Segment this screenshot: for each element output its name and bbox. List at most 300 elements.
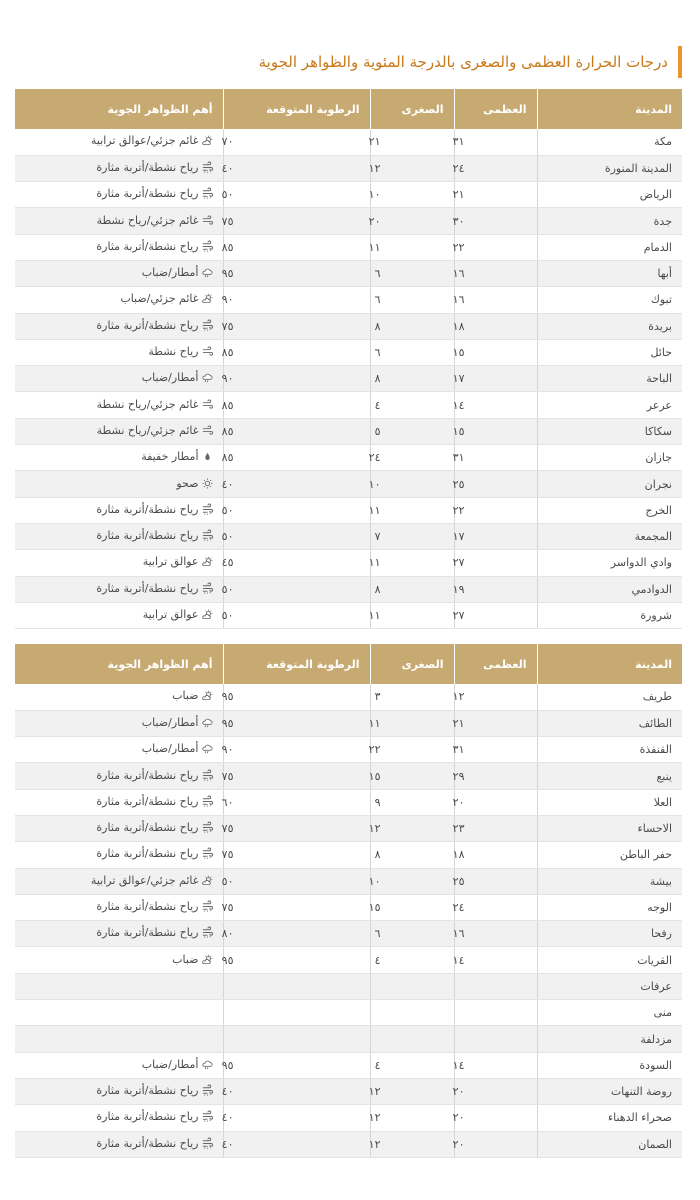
table-row — [15, 842, 682, 868]
cell-city: بيشة — [537, 868, 682, 894]
cell-city: عرعر — [537, 392, 682, 418]
cell-humidity: ٦٠ — [223, 789, 370, 815]
weather-condition — [96, 319, 212, 332]
wind-icon — [202, 215, 213, 226]
cell-max: ١٥ — [454, 418, 537, 444]
cell-max: ١٦ — [454, 287, 537, 313]
table-row — [15, 208, 682, 234]
partly-cloudy-icon — [202, 293, 213, 304]
weather-condition — [96, 795, 212, 808]
cell-humidity: ٨٥ — [223, 392, 370, 418]
cell-max: ٢٥ — [454, 868, 537, 894]
cell-humidity — [223, 1026, 370, 1052]
cell-humidity: ٩٥ — [223, 947, 370, 973]
cell-max: ١٨ — [454, 313, 537, 339]
cell-weather — [15, 497, 223, 523]
cell-city: مكة — [537, 129, 682, 155]
cell-min: ١٢ — [370, 1105, 454, 1131]
cell-weather — [15, 550, 223, 576]
cell-min: ٢١ — [370, 129, 454, 155]
cell-city: رفحا — [537, 921, 682, 947]
cell-max: ١٦ — [454, 921, 537, 947]
cell-min: ١٠ — [370, 182, 454, 208]
cell-min: ١١ — [370, 550, 454, 576]
cell-min: ١١ — [370, 602, 454, 628]
cell-city: شرورة — [537, 602, 682, 628]
table-row — [15, 763, 682, 789]
weather-condition — [141, 450, 212, 463]
weather-text: أمطار/ضباب — [141, 266, 199, 280]
cell-min: ٢٤ — [370, 445, 454, 471]
cell-weather — [15, 1052, 223, 1078]
cell-max: ٢٤ — [454, 155, 537, 181]
cell-city: الخرج — [537, 497, 682, 523]
cell-humidity: ٩٥ — [223, 260, 370, 286]
weather-text: غائم جزئي/عوالق ترابية — [90, 134, 199, 148]
cell-city: عرفات — [537, 973, 682, 999]
cell-humidity: ٨٥ — [223, 234, 370, 260]
cell-humidity — [223, 973, 370, 999]
weather-text: رياح نشطة/أتربة مثارة — [96, 529, 199, 543]
cell-humidity: ٨٠ — [223, 921, 370, 947]
weather-text: رياح نشطة/أتربة مثارة — [96, 1110, 199, 1124]
cell-max: ٢١ — [454, 710, 537, 736]
cell-min — [370, 973, 454, 999]
header-humidity: الرطوبة المتوقعة — [223, 89, 370, 129]
weather-text: أمطار/ضباب — [141, 1057, 199, 1071]
weather-condition — [91, 134, 213, 147]
weather-condition — [96, 582, 212, 595]
cell-humidity: ٩٥ — [223, 710, 370, 736]
weather-condition — [96, 847, 212, 860]
cell-humidity: ٩٠ — [223, 366, 370, 392]
weather-condition — [96, 1110, 212, 1123]
cell-weather — [15, 208, 223, 234]
weather-text: رياح نشطة/أتربة مثارة — [96, 502, 199, 516]
weather-condition — [172, 953, 212, 966]
cell-city: الطائف — [537, 710, 682, 736]
cell-min: ٨ — [370, 313, 454, 339]
weather-text: عوالق ترابية — [142, 555, 199, 569]
wind-dust-icon — [202, 1085, 213, 1096]
cell-humidity: ٧٠ — [223, 129, 370, 155]
cell-weather — [15, 1078, 223, 1104]
partly-cloudy-icon — [202, 609, 213, 620]
table-row — [15, 947, 682, 973]
cell-min: ٨ — [370, 366, 454, 392]
weather-condition — [143, 555, 213, 568]
weather-condition — [96, 187, 212, 200]
page-title-bar — [18, 46, 682, 78]
cell-city: الدمام — [537, 234, 682, 260]
wind-dust-icon — [202, 770, 213, 781]
table-row — [15, 550, 682, 576]
cell-city: الصمان — [537, 1131, 682, 1157]
sun-icon — [202, 478, 213, 489]
cell-max — [454, 1026, 537, 1052]
weather-text: ضباب — [172, 952, 199, 966]
cell-min: ٦ — [370, 339, 454, 365]
table-row — [15, 1026, 682, 1052]
weather-condition — [96, 503, 212, 516]
weather-condition — [142, 266, 213, 279]
weather-text: رياح نشطة/أتربة مثارة — [96, 318, 199, 332]
cell-min: ٥ — [370, 418, 454, 444]
cell-humidity: ٨٥ — [223, 339, 370, 365]
weather-text: غائم جزئي/رياح نشطة — [96, 213, 199, 227]
wind-dust-icon — [202, 1111, 213, 1122]
table-row — [15, 339, 682, 365]
weather-text: رياح نشطة/أتربة مثارة — [96, 900, 199, 914]
cell-weather — [15, 1131, 223, 1157]
table-row — [15, 1078, 682, 1104]
cell-max: ٣١ — [454, 737, 537, 763]
table-row — [15, 129, 682, 155]
cell-humidity: ٤٠ — [223, 1105, 370, 1131]
table-row — [15, 182, 682, 208]
cell-humidity: ٧٥ — [223, 208, 370, 234]
table-header-row — [15, 89, 682, 129]
cell-humidity: ٩٠ — [223, 737, 370, 763]
cell-city: السودة — [537, 1052, 682, 1078]
wind-dust-icon — [202, 822, 213, 833]
weather-text: رياح نشطة/أتربة مثارة — [96, 821, 199, 835]
weather-condition — [97, 398, 213, 411]
cell-max: ١٤ — [454, 947, 537, 973]
cell-min: ١٠ — [370, 471, 454, 497]
weather-text: غائم جزئي/رياح نشطة — [96, 423, 199, 437]
cell-city: الاحساء — [537, 815, 682, 841]
cell-humidity: ٧٥ — [223, 815, 370, 841]
table-row — [15, 576, 682, 602]
cell-min: ٧ — [370, 523, 454, 549]
cell-city: الباحة — [537, 366, 682, 392]
cell-max: ٢٠ — [454, 1078, 537, 1104]
cell-min: ٤ — [370, 1052, 454, 1078]
cell-min: ٦ — [370, 287, 454, 313]
cell-weather — [15, 287, 223, 313]
cell-max: ١٧ — [454, 523, 537, 549]
cell-weather — [15, 182, 223, 208]
cell-max: ١٨ — [454, 842, 537, 868]
wind-dust-icon — [202, 796, 213, 807]
cell-weather — [15, 815, 223, 841]
weather-condition — [96, 240, 212, 253]
weather-condition — [96, 161, 212, 174]
cell-weather — [15, 576, 223, 602]
wind-icon — [202, 425, 213, 436]
cell-weather — [15, 260, 223, 286]
wind-dust-icon — [202, 848, 213, 859]
weather-condition — [120, 292, 212, 305]
weather-text: رياح نشطة/أتربة مثارة — [96, 1084, 199, 1098]
cell-city: حفر الباطن — [537, 842, 682, 868]
weather-text: ضباب — [172, 689, 199, 703]
cell-min: ٨ — [370, 576, 454, 602]
weather-condition — [176, 477, 212, 490]
table-body-2 — [15, 684, 682, 1157]
cell-humidity: ٥٠ — [223, 182, 370, 208]
cell-city: القنفذة — [537, 737, 682, 763]
table-row — [15, 260, 682, 286]
cell-min — [370, 1000, 454, 1026]
cell-city: المجمعة — [537, 523, 682, 549]
cell-weather — [15, 921, 223, 947]
cell-humidity: ٩٠ — [223, 287, 370, 313]
cell-weather — [15, 234, 223, 260]
cell-max: ٢٧ — [454, 550, 537, 576]
cell-city: العلا — [537, 789, 682, 815]
cell-humidity: ٥٠ — [223, 602, 370, 628]
table-row — [15, 1105, 682, 1131]
header-weather: أهم الظواهر الجوية — [15, 644, 223, 684]
cell-weather — [15, 1000, 223, 1026]
cell-weather — [15, 763, 223, 789]
cell-max: ١٢ — [454, 684, 537, 710]
rain-cloud-icon — [202, 717, 213, 728]
page-title: درجات الحرارة العظمى والصغرى بالدرجة المئوية والظواهر الجوية — [258, 53, 668, 71]
cell-weather — [15, 973, 223, 999]
table-row — [15, 973, 682, 999]
cell-city: صحراء الدهناء — [537, 1105, 682, 1131]
cell-weather — [15, 523, 223, 549]
cell-city: جازان — [537, 445, 682, 471]
cell-weather — [15, 1026, 223, 1052]
weather-text: أمطار/ضباب — [141, 371, 199, 385]
weather-condition — [96, 900, 212, 913]
cell-weather — [15, 129, 223, 155]
weather-text: عوالق ترابية — [142, 607, 199, 621]
cell-weather — [15, 710, 223, 736]
table-row — [15, 684, 682, 710]
table-row — [15, 445, 682, 471]
rain-cloud-icon — [202, 267, 213, 278]
weather-text: أمطار/ضباب — [141, 742, 199, 756]
cell-city: مزدلفة — [537, 1026, 682, 1052]
cell-weather — [15, 868, 223, 894]
header-humidity: الرطوبة المتوقعة — [223, 644, 370, 684]
cell-humidity: ٨٥ — [223, 445, 370, 471]
table-row — [15, 894, 682, 920]
cell-max: ٢٤ — [454, 894, 537, 920]
weather-text: رياح نشطة — [148, 345, 199, 359]
cell-min: ١١ — [370, 234, 454, 260]
cell-max: ٢١ — [454, 182, 537, 208]
cell-weather — [15, 366, 223, 392]
cell-min: ١٢ — [370, 815, 454, 841]
weather-condition — [97, 424, 213, 437]
cell-max — [454, 973, 537, 999]
weather-text: أمطار/ضباب — [141, 715, 199, 729]
partly-cloudy-icon — [202, 135, 213, 146]
cell-weather — [15, 1105, 223, 1131]
weather-text: رياح نشطة/أتربة مثارة — [96, 581, 199, 595]
wind-icon — [202, 346, 213, 357]
header-city: المدينة — [537, 89, 682, 129]
weather-text: رياح نشطة/أتربة مثارة — [96, 239, 199, 253]
table-row — [15, 1131, 682, 1157]
weather-text: غائم جزئي/رياح نشطة — [96, 397, 199, 411]
cell-weather — [15, 684, 223, 710]
cell-max: ٢٧ — [454, 602, 537, 628]
cell-weather — [15, 602, 223, 628]
table-row — [15, 789, 682, 815]
cell-city: حائل — [537, 339, 682, 365]
weather-text: رياح نشطة/أتربة مثارة — [96, 926, 199, 940]
weather-condition — [143, 608, 213, 621]
cell-city: ينبع — [537, 763, 682, 789]
cell-min: ٢٠ — [370, 208, 454, 234]
table-row — [15, 1052, 682, 1078]
cell-humidity: ٤٠ — [223, 1078, 370, 1104]
wind-dust-icon — [202, 1138, 213, 1149]
cell-max — [454, 1000, 537, 1026]
cell-weather — [15, 947, 223, 973]
cell-max: ٢٢ — [454, 497, 537, 523]
weather-text: غائم جزئي/ضباب — [120, 292, 199, 306]
cell-max: ١٩ — [454, 576, 537, 602]
light-rain-icon — [202, 451, 213, 462]
cell-max: ١٥ — [454, 339, 537, 365]
table-row — [15, 155, 682, 181]
cell-city: بريدة — [537, 313, 682, 339]
table-body-1 — [15, 129, 682, 629]
cell-city: سكاكا — [537, 418, 682, 444]
cell-city: نجران — [537, 471, 682, 497]
cell-weather — [15, 418, 223, 444]
weather-condition — [96, 1084, 212, 1097]
weather-condition — [96, 1137, 212, 1150]
wind-dust-icon — [202, 162, 213, 173]
rain-cloud-icon — [202, 1059, 213, 1070]
cell-humidity: ٥٠ — [223, 523, 370, 549]
cell-min: ٦ — [370, 921, 454, 947]
wind-icon — [202, 399, 213, 410]
cell-city: القريات — [537, 947, 682, 973]
cell-max: ٣٠ — [454, 208, 537, 234]
cell-min: ٤ — [370, 947, 454, 973]
wind-dust-icon — [202, 504, 213, 515]
cell-city: الوجه — [537, 894, 682, 920]
cell-max: ٢٠ — [454, 789, 537, 815]
cell-city: المدينة المنورة — [537, 155, 682, 181]
cell-min: ١١ — [370, 497, 454, 523]
weather-condition — [148, 345, 212, 358]
partly-cloudy-icon — [202, 954, 213, 965]
weather-text: أمطار خفيفة — [141, 450, 199, 464]
cell-max: ٢٢ — [454, 234, 537, 260]
cell-city: الرياض — [537, 182, 682, 208]
cell-humidity: ٧٥ — [223, 313, 370, 339]
cell-max: ١٦ — [454, 260, 537, 286]
cell-humidity: ٤٥ — [223, 550, 370, 576]
weather-text: غائم جزئي/عوالق ترابية — [90, 873, 199, 887]
cell-humidity: ٥٠ — [223, 868, 370, 894]
weather-condition — [96, 926, 212, 939]
weather-text: رياح نشطة/أتربة مثارة — [96, 187, 199, 201]
cell-min: ٨ — [370, 842, 454, 868]
header-max: العظمى — [454, 644, 537, 684]
cell-weather — [15, 445, 223, 471]
cell-city: الدوادمي — [537, 576, 682, 602]
cell-weather — [15, 737, 223, 763]
cell-weather — [15, 471, 223, 497]
table-header-row — [15, 644, 682, 684]
weather-text: رياح نشطة/أتربة مثارة — [96, 794, 199, 808]
cell-min: ٦ — [370, 260, 454, 286]
cell-city: جدة — [537, 208, 682, 234]
cell-humidity: ٤٠ — [223, 471, 370, 497]
weather-text: رياح نشطة/أتربة مثارة — [96, 768, 199, 782]
partly-cloudy-icon — [202, 690, 213, 701]
table-row — [15, 523, 682, 549]
cell-weather — [15, 155, 223, 181]
partly-cloudy-icon — [202, 875, 213, 886]
table-row — [15, 868, 682, 894]
cell-max: ٢٠ — [454, 1105, 537, 1131]
temperature-table-2 — [15, 644, 682, 1158]
weather-condition — [97, 214, 213, 227]
cell-weather — [15, 339, 223, 365]
cell-min: ١١ — [370, 710, 454, 736]
cell-min: ١٢ — [370, 1131, 454, 1157]
weather-condition — [142, 716, 213, 729]
wind-dust-icon — [202, 188, 213, 199]
wind-dust-icon — [202, 241, 213, 252]
wind-dust-icon — [202, 901, 213, 912]
weather-condition — [91, 874, 213, 887]
cell-city: أبها — [537, 260, 682, 286]
cell-min: ١٢ — [370, 155, 454, 181]
cell-max: ٣١ — [454, 445, 537, 471]
weather-condition — [96, 821, 212, 834]
cell-humidity: ٧٥ — [223, 894, 370, 920]
cell-min: ٢٢ — [370, 737, 454, 763]
table-row — [15, 737, 682, 763]
weather-condition — [142, 371, 213, 384]
cell-humidity: ٩٥ — [223, 1052, 370, 1078]
cell-min: ١٢ — [370, 1078, 454, 1104]
cell-humidity: ٧٥ — [223, 842, 370, 868]
cell-city: روضة التنهات — [537, 1078, 682, 1104]
cell-humidity: ٥٠ — [223, 576, 370, 602]
weather-condition — [142, 1058, 213, 1071]
cell-humidity: ٤٠ — [223, 155, 370, 181]
weather-text: رياح نشطة/أتربة مثارة — [96, 160, 199, 174]
header-weather: أهم الظواهر الجوية — [15, 89, 223, 129]
cell-city: طريف — [537, 684, 682, 710]
cell-humidity: ٩٥ — [223, 684, 370, 710]
weather-text: صحو — [176, 476, 199, 490]
cell-max: ١٤ — [454, 1052, 537, 1078]
partly-cloudy-icon — [202, 556, 213, 567]
header-min: الصغرى — [370, 89, 454, 129]
cell-max: ٢٥ — [454, 471, 537, 497]
cell-max: ١٧ — [454, 366, 537, 392]
temperature-table-1 — [15, 89, 682, 629]
cell-max: ٢٠ — [454, 1131, 537, 1157]
header-max: العظمى — [454, 89, 537, 129]
weather-text: رياح نشطة/أتربة مثارة — [96, 847, 199, 861]
table-row — [15, 602, 682, 628]
cell-max: ٣١ — [454, 129, 537, 155]
table-row — [15, 921, 682, 947]
cell-min: ٣ — [370, 684, 454, 710]
table-row — [15, 366, 682, 392]
cell-weather — [15, 789, 223, 815]
cell-city: وادي الدواسر — [537, 550, 682, 576]
table-row — [15, 471, 682, 497]
